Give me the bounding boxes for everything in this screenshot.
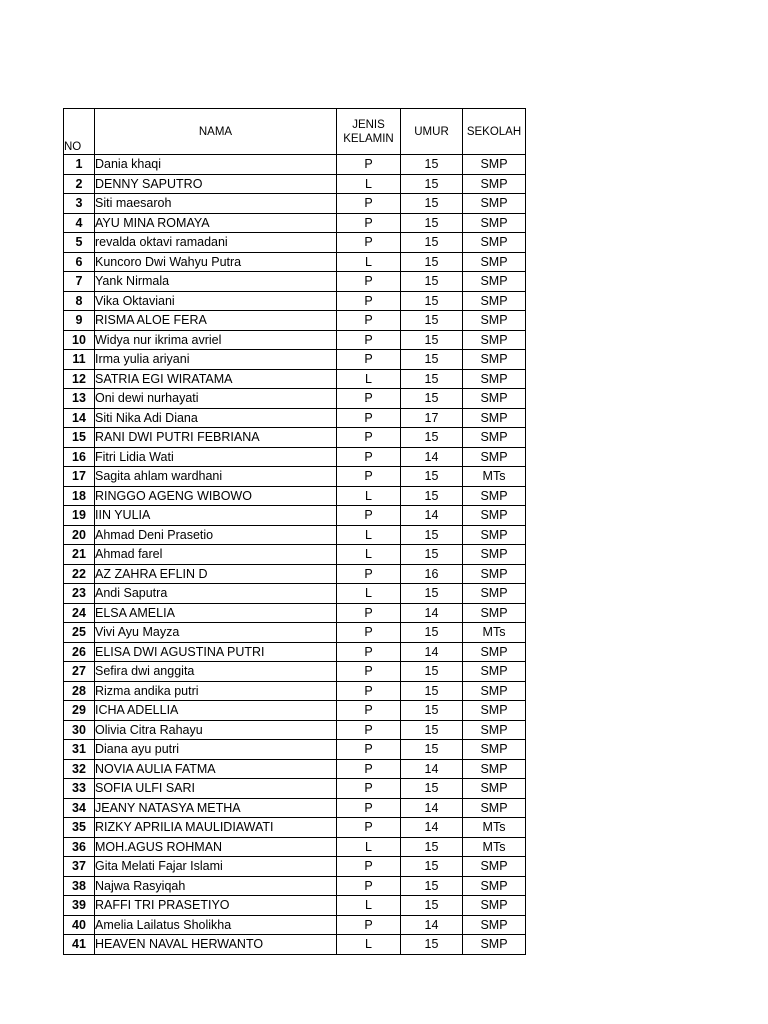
cell-umur: 14 bbox=[401, 506, 463, 526]
cell-umur: 15 bbox=[401, 779, 463, 799]
cell-nama: Widya nur ikrima avriel bbox=[95, 330, 337, 350]
cell-jenis-kelamin: P bbox=[337, 389, 401, 409]
cell-nama: Vika Oktaviani bbox=[95, 291, 337, 311]
cell-umur: 14 bbox=[401, 915, 463, 935]
cell-sekolah: SMP bbox=[463, 662, 526, 682]
cell-sekolah: SMP bbox=[463, 915, 526, 935]
table-row bbox=[64, 369, 526, 389]
cell-sekolah: SMP bbox=[463, 428, 526, 448]
cell-jenis-kelamin: P bbox=[337, 213, 401, 233]
table-row bbox=[64, 506, 526, 526]
cell-umur: 14 bbox=[401, 447, 463, 467]
cell-nama: Sagita ahlam wardhani bbox=[95, 467, 337, 487]
cell-umur: 14 bbox=[401, 818, 463, 838]
table-row bbox=[64, 584, 526, 604]
cell-no: 8 bbox=[64, 291, 95, 311]
table-row bbox=[64, 740, 526, 760]
cell-sekolah: SMP bbox=[463, 213, 526, 233]
cell-no: 28 bbox=[64, 681, 95, 701]
table-row bbox=[64, 252, 526, 272]
cell-umur: 15 bbox=[401, 935, 463, 955]
cell-no: 6 bbox=[64, 252, 95, 272]
header-sekolah: SEKOLAH bbox=[463, 109, 526, 155]
cell-nama: RIZKY APRILIA MAULIDIAWATI bbox=[95, 818, 337, 838]
cell-nama: Olivia Citra Rahayu bbox=[95, 720, 337, 740]
cell-umur: 15 bbox=[401, 272, 463, 292]
table-body bbox=[64, 155, 526, 955]
cell-jenis-kelamin: L bbox=[337, 584, 401, 604]
cell-jenis-kelamin: L bbox=[337, 935, 401, 955]
table-row bbox=[64, 857, 526, 877]
cell-no: 16 bbox=[64, 447, 95, 467]
table-row bbox=[64, 272, 526, 292]
cell-nama: IIN YULIA bbox=[95, 506, 337, 526]
cell-jenis-kelamin: L bbox=[337, 369, 401, 389]
table-row bbox=[64, 291, 526, 311]
cell-umur: 15 bbox=[401, 350, 463, 370]
student-table bbox=[63, 108, 526, 955]
cell-nama: Andi Saputra bbox=[95, 584, 337, 604]
cell-nama: revalda oktavi ramadani bbox=[95, 233, 337, 253]
cell-umur: 15 bbox=[401, 876, 463, 896]
cell-sekolah: SMP bbox=[463, 603, 526, 623]
cell-no: 30 bbox=[64, 720, 95, 740]
cell-jenis-kelamin: P bbox=[337, 506, 401, 526]
cell-no: 22 bbox=[64, 564, 95, 584]
cell-umur: 15 bbox=[401, 330, 463, 350]
cell-umur: 15 bbox=[401, 213, 463, 233]
cell-sekolah: SMP bbox=[463, 642, 526, 662]
cell-jenis-kelamin: L bbox=[337, 837, 401, 857]
cell-sekolah: SMP bbox=[463, 525, 526, 545]
table-row bbox=[64, 350, 526, 370]
cell-nama: Amelia Lailatus Sholikha bbox=[95, 915, 337, 935]
table-row bbox=[64, 603, 526, 623]
cell-nama: HEAVEN NAVAL HERWANTO bbox=[95, 935, 337, 955]
table-row bbox=[64, 194, 526, 214]
cell-no: 31 bbox=[64, 740, 95, 760]
cell-sekolah: SMP bbox=[463, 779, 526, 799]
cell-jenis-kelamin: P bbox=[337, 233, 401, 253]
cell-nama: Vivi Ayu Mayza bbox=[95, 623, 337, 643]
cell-nama: SOFIA ULFI SARI bbox=[95, 779, 337, 799]
cell-jenis-kelamin: P bbox=[337, 467, 401, 487]
cell-no: 32 bbox=[64, 759, 95, 779]
cell-sekolah: SMP bbox=[463, 681, 526, 701]
header-jenis-line1: JENIS bbox=[352, 118, 385, 131]
cell-no: 21 bbox=[64, 545, 95, 565]
cell-sekolah: SMP bbox=[463, 935, 526, 955]
cell-jenis-kelamin: P bbox=[337, 623, 401, 643]
cell-sekolah: MTs bbox=[463, 818, 526, 838]
cell-no: 11 bbox=[64, 350, 95, 370]
cell-no: 20 bbox=[64, 525, 95, 545]
header-row bbox=[64, 109, 526, 155]
cell-no: 7 bbox=[64, 272, 95, 292]
cell-sekolah: MTs bbox=[463, 467, 526, 487]
cell-umur: 14 bbox=[401, 603, 463, 623]
cell-umur: 14 bbox=[401, 642, 463, 662]
cell-jenis-kelamin: P bbox=[337, 779, 401, 799]
cell-sekolah: SMP bbox=[463, 720, 526, 740]
table-row bbox=[64, 525, 526, 545]
cell-no: 41 bbox=[64, 935, 95, 955]
cell-nama: Irma yulia ariyani bbox=[95, 350, 337, 370]
cell-umur: 15 bbox=[401, 389, 463, 409]
cell-sekolah: SMP bbox=[463, 486, 526, 506]
table-row bbox=[64, 174, 526, 194]
cell-jenis-kelamin: L bbox=[337, 486, 401, 506]
cell-umur: 15 bbox=[401, 428, 463, 448]
cell-jenis-kelamin: L bbox=[337, 896, 401, 916]
table-row bbox=[64, 915, 526, 935]
cell-jenis-kelamin: P bbox=[337, 564, 401, 584]
cell-sekolah: SMP bbox=[463, 408, 526, 428]
table-row bbox=[64, 876, 526, 896]
header-no: NO bbox=[64, 109, 95, 155]
cell-umur: 15 bbox=[401, 720, 463, 740]
cell-nama: Najwa Rasyiqah bbox=[95, 876, 337, 896]
cell-sekolah: SMP bbox=[463, 876, 526, 896]
cell-jenis-kelamin: P bbox=[337, 408, 401, 428]
cell-nama: Yank Nirmala bbox=[95, 272, 337, 292]
cell-nama: Ahmad farel bbox=[95, 545, 337, 565]
table-row bbox=[64, 330, 526, 350]
cell-no: 1 bbox=[64, 155, 95, 175]
table-row bbox=[64, 545, 526, 565]
cell-sekolah: SMP bbox=[463, 330, 526, 350]
cell-jenis-kelamin: P bbox=[337, 311, 401, 331]
cell-sekolah: SMP bbox=[463, 896, 526, 916]
cell-sekolah: SMP bbox=[463, 389, 526, 409]
table-row bbox=[64, 642, 526, 662]
cell-sekolah: SMP bbox=[463, 252, 526, 272]
cell-nama: ICHA ADELLIA bbox=[95, 701, 337, 721]
cell-nama: Ahmad Deni Prasetio bbox=[95, 525, 337, 545]
cell-no: 5 bbox=[64, 233, 95, 253]
cell-nama: Siti Nika Adi Diana bbox=[95, 408, 337, 428]
cell-umur: 15 bbox=[401, 525, 463, 545]
cell-sekolah: SMP bbox=[463, 447, 526, 467]
cell-sekolah: SMP bbox=[463, 155, 526, 175]
cell-nama: ELSA AMELIA bbox=[95, 603, 337, 623]
header-umur: UMUR bbox=[401, 109, 463, 155]
cell-umur: 15 bbox=[401, 155, 463, 175]
table-row bbox=[64, 311, 526, 331]
table-row bbox=[64, 701, 526, 721]
cell-umur: 15 bbox=[401, 681, 463, 701]
table-row bbox=[64, 467, 526, 487]
cell-nama: Dania khaqi bbox=[95, 155, 337, 175]
cell-nama: JEANY NATASYA METHA bbox=[95, 798, 337, 818]
cell-no: 14 bbox=[64, 408, 95, 428]
cell-umur: 15 bbox=[401, 701, 463, 721]
cell-sekolah: SMP bbox=[463, 174, 526, 194]
cell-sekolah: SMP bbox=[463, 369, 526, 389]
cell-sekolah: SMP bbox=[463, 564, 526, 584]
cell-nama: Gita Melati Fajar Islami bbox=[95, 857, 337, 877]
cell-no: 15 bbox=[64, 428, 95, 448]
cell-no: 37 bbox=[64, 857, 95, 877]
cell-jenis-kelamin: L bbox=[337, 545, 401, 565]
cell-no: 40 bbox=[64, 915, 95, 935]
cell-sekolah: MTs bbox=[463, 837, 526, 857]
cell-jenis-kelamin: P bbox=[337, 915, 401, 935]
table-row bbox=[64, 428, 526, 448]
cell-no: 39 bbox=[64, 896, 95, 916]
table-row bbox=[64, 935, 526, 955]
table-row bbox=[64, 759, 526, 779]
table-row bbox=[64, 389, 526, 409]
header-jenis-line2: KELAMIN bbox=[343, 132, 394, 145]
cell-nama: RISMA ALOE FERA bbox=[95, 311, 337, 331]
cell-no: 4 bbox=[64, 213, 95, 233]
cell-umur: 15 bbox=[401, 896, 463, 916]
table-row bbox=[64, 408, 526, 428]
cell-nama: Rizma andika putri bbox=[95, 681, 337, 701]
cell-nama: AYU MINA ROMAYA bbox=[95, 213, 337, 233]
cell-umur: 14 bbox=[401, 798, 463, 818]
cell-nama: Fitri Lidia Wati bbox=[95, 447, 337, 467]
table-row bbox=[64, 447, 526, 467]
cell-nama: DENNY SAPUTRO bbox=[95, 174, 337, 194]
cell-nama: NOVIA AULIA FATMA bbox=[95, 759, 337, 779]
table-row bbox=[64, 896, 526, 916]
cell-sekolah: SMP bbox=[463, 545, 526, 565]
table-row bbox=[64, 837, 526, 857]
cell-no: 3 bbox=[64, 194, 95, 214]
table-row bbox=[64, 623, 526, 643]
cell-umur: 15 bbox=[401, 740, 463, 760]
cell-jenis-kelamin: P bbox=[337, 740, 401, 760]
cell-jenis-kelamin: P bbox=[337, 759, 401, 779]
cell-jenis-kelamin: P bbox=[337, 603, 401, 623]
cell-no: 18 bbox=[64, 486, 95, 506]
cell-nama: Oni dewi nurhayati bbox=[95, 389, 337, 409]
cell-jenis-kelamin: P bbox=[337, 818, 401, 838]
cell-sekolah: SMP bbox=[463, 701, 526, 721]
cell-sekolah: MTs bbox=[463, 623, 526, 643]
cell-no: 38 bbox=[64, 876, 95, 896]
cell-umur: 15 bbox=[401, 467, 463, 487]
cell-umur: 15 bbox=[401, 662, 463, 682]
table-row bbox=[64, 155, 526, 175]
cell-jenis-kelamin: P bbox=[337, 428, 401, 448]
cell-sekolah: SMP bbox=[463, 759, 526, 779]
cell-umur: 15 bbox=[401, 369, 463, 389]
cell-umur: 15 bbox=[401, 311, 463, 331]
table-row bbox=[64, 213, 526, 233]
cell-umur: 15 bbox=[401, 194, 463, 214]
cell-no: 25 bbox=[64, 623, 95, 643]
cell-umur: 15 bbox=[401, 291, 463, 311]
cell-sekolah: SMP bbox=[463, 798, 526, 818]
cell-umur: 15 bbox=[401, 837, 463, 857]
cell-nama: RAFFI TRI PRASETIYO bbox=[95, 896, 337, 916]
cell-no: 12 bbox=[64, 369, 95, 389]
cell-jenis-kelamin: P bbox=[337, 876, 401, 896]
cell-jenis-kelamin: P bbox=[337, 662, 401, 682]
cell-umur: 15 bbox=[401, 174, 463, 194]
header-jenis-kelamin bbox=[337, 109, 401, 155]
cell-sekolah: SMP bbox=[463, 272, 526, 292]
cell-jenis-kelamin: P bbox=[337, 857, 401, 877]
cell-jenis-kelamin: L bbox=[337, 174, 401, 194]
cell-jenis-kelamin: P bbox=[337, 155, 401, 175]
cell-sekolah: SMP bbox=[463, 291, 526, 311]
table-row bbox=[64, 486, 526, 506]
cell-sekolah: SMP bbox=[463, 506, 526, 526]
cell-nama: SATRIA EGI WIRATAMA bbox=[95, 369, 337, 389]
cell-nama: RANI DWI PUTRI FEBRIANA bbox=[95, 428, 337, 448]
table-row bbox=[64, 818, 526, 838]
cell-umur: 15 bbox=[401, 486, 463, 506]
table-row bbox=[64, 564, 526, 584]
cell-no: 23 bbox=[64, 584, 95, 604]
cell-sekolah: SMP bbox=[463, 584, 526, 604]
table-row bbox=[64, 662, 526, 682]
cell-jenis-kelamin: P bbox=[337, 720, 401, 740]
cell-nama: Diana ayu putri bbox=[95, 740, 337, 760]
cell-sekolah: SMP bbox=[463, 740, 526, 760]
cell-nama: Kuncoro Dwi Wahyu Putra bbox=[95, 252, 337, 272]
cell-nama: Siti maesaroh bbox=[95, 194, 337, 214]
table-row bbox=[64, 233, 526, 253]
cell-jenis-kelamin: L bbox=[337, 525, 401, 545]
cell-jenis-kelamin: P bbox=[337, 272, 401, 292]
table-row bbox=[64, 720, 526, 740]
cell-no: 9 bbox=[64, 311, 95, 331]
cell-no: 36 bbox=[64, 837, 95, 857]
cell-jenis-kelamin: P bbox=[337, 642, 401, 662]
cell-no: 34 bbox=[64, 798, 95, 818]
cell-sekolah: SMP bbox=[463, 857, 526, 877]
cell-jenis-kelamin: P bbox=[337, 447, 401, 467]
cell-nama: RINGGO AGENG WIBOWO bbox=[95, 486, 337, 506]
cell-jenis-kelamin: P bbox=[337, 330, 401, 350]
cell-nama: Sefira dwi anggita bbox=[95, 662, 337, 682]
table-row bbox=[64, 798, 526, 818]
cell-no: 10 bbox=[64, 330, 95, 350]
cell-jenis-kelamin: L bbox=[337, 252, 401, 272]
cell-umur: 14 bbox=[401, 759, 463, 779]
cell-no: 19 bbox=[64, 506, 95, 526]
cell-no: 29 bbox=[64, 701, 95, 721]
cell-sekolah: SMP bbox=[463, 350, 526, 370]
cell-jenis-kelamin: P bbox=[337, 291, 401, 311]
cell-no: 26 bbox=[64, 642, 95, 662]
cell-no: 2 bbox=[64, 174, 95, 194]
cell-no: 27 bbox=[64, 662, 95, 682]
cell-no: 17 bbox=[64, 467, 95, 487]
cell-umur: 15 bbox=[401, 623, 463, 643]
cell-jenis-kelamin: P bbox=[337, 701, 401, 721]
cell-sekolah: SMP bbox=[463, 311, 526, 331]
table-row bbox=[64, 779, 526, 799]
table-row bbox=[64, 681, 526, 701]
cell-umur: 15 bbox=[401, 857, 463, 877]
cell-umur: 15 bbox=[401, 233, 463, 253]
cell-nama: ELISA DWI AGUSTINA PUTRI bbox=[95, 642, 337, 662]
cell-no: 35 bbox=[64, 818, 95, 838]
header-nama: NAMA bbox=[95, 109, 337, 155]
cell-no: 33 bbox=[64, 779, 95, 799]
cell-nama: AZ ZAHRA EFLIN D bbox=[95, 564, 337, 584]
cell-jenis-kelamin: P bbox=[337, 194, 401, 214]
cell-no: 24 bbox=[64, 603, 95, 623]
cell-jenis-kelamin: P bbox=[337, 798, 401, 818]
cell-umur: 17 bbox=[401, 408, 463, 428]
cell-no: 13 bbox=[64, 389, 95, 409]
cell-jenis-kelamin: P bbox=[337, 681, 401, 701]
cell-nama: MOH.AGUS ROHMAN bbox=[95, 837, 337, 857]
cell-sekolah: SMP bbox=[463, 233, 526, 253]
cell-umur: 15 bbox=[401, 545, 463, 565]
cell-sekolah: SMP bbox=[463, 194, 526, 214]
cell-umur: 16 bbox=[401, 564, 463, 584]
cell-jenis-kelamin: P bbox=[337, 350, 401, 370]
cell-umur: 15 bbox=[401, 252, 463, 272]
cell-umur: 15 bbox=[401, 584, 463, 604]
